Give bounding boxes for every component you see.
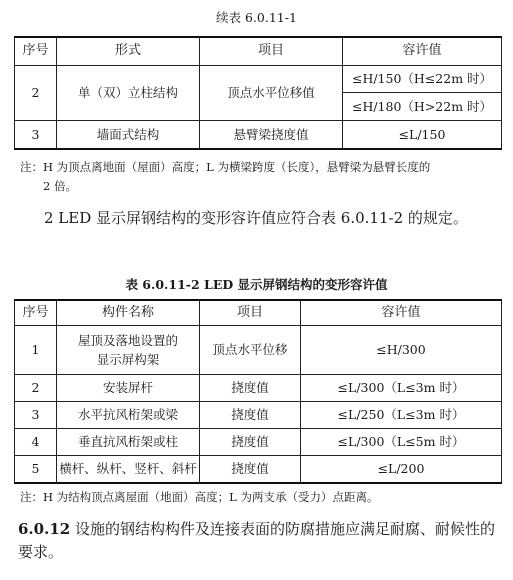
table2-row2-name: 安装屏杆 xyxy=(57,375,200,402)
table2-row3-item: 挠度值 xyxy=(200,402,301,429)
table1-row3-value: ≤L/150 xyxy=(343,121,502,150)
table2-row5-item: 挠度值 xyxy=(200,456,301,484)
table2-row1-name xyxy=(57,326,200,375)
table1-row3-form: 墙面式结构 xyxy=(57,121,200,150)
table2-row1-name-line2: 显示屏构架 xyxy=(96,352,160,367)
table1-note xyxy=(20,158,505,196)
table-row xyxy=(15,429,502,456)
table2-note: 注：H 为结构顶点离屋面（地面）高度；L 为两支承（受力）点距离。 xyxy=(20,490,379,504)
table2-row1-value: ≤H/300 xyxy=(301,326,502,375)
table2-row2-no: 2 xyxy=(15,375,57,402)
table1-row2-value-b: ≤H/180（H>22m 时） xyxy=(343,93,502,121)
table-row xyxy=(15,375,502,402)
table2-row3-no: 3 xyxy=(15,402,57,429)
table2-row4-item: 挠度值 xyxy=(200,429,301,456)
table2-row5-no: 5 xyxy=(15,456,57,484)
table2-row1-item: 顶点水平位移 xyxy=(200,326,301,375)
table2-row3-name: 水平抗风桁架或梁 xyxy=(57,402,200,429)
table2-header-name: 构件名称 xyxy=(57,300,200,326)
table2-row2-item: 挠度值 xyxy=(200,375,301,402)
table2-row1-no: 1 xyxy=(15,326,57,375)
table1-header-item: 项目 xyxy=(200,37,343,66)
table1-header-value: 容许值 xyxy=(343,37,502,66)
table1-row2-item: 顶点水平位移值 xyxy=(200,66,343,121)
table1-note-line2: 2 倍。 xyxy=(43,179,77,193)
table-row xyxy=(15,326,502,375)
table2-header-item: 项目 xyxy=(200,300,301,326)
table1-row3-no: 3 xyxy=(15,121,57,150)
table2-row4-name: 垂直抗风桁架或柱 xyxy=(57,429,200,456)
clause-text: 设施的钢结构构件及连接表面的防腐措施应满足耐腐、耐候性的要求。 xyxy=(18,520,495,561)
table-row xyxy=(15,402,502,429)
paragraph-1: 2 LED 显示屏钢结构的变形容许值应符合表 6.0.11-2 的规定。 xyxy=(44,209,468,227)
table1 xyxy=(14,36,502,150)
table2-header-value: 容许值 xyxy=(301,300,502,326)
table1-row2-form: 单（双）立柱结构 xyxy=(57,66,200,121)
paragraph-2 xyxy=(18,518,503,564)
table2-row3-value: ≤L/250（L≤3m 时） xyxy=(301,402,502,429)
table2-row2-value: ≤L/300（L≤3m 时） xyxy=(301,375,502,402)
table2-header-no: 序号 xyxy=(15,300,57,326)
table1-header-form: 形式 xyxy=(57,37,200,66)
table1-row2-value-a: ≤H/150（H≤22m 时） xyxy=(343,66,502,93)
table2-row5-value: ≤L/200 xyxy=(301,456,502,484)
table2-row4-no: 4 xyxy=(15,429,57,456)
table-row xyxy=(15,456,502,484)
table1-header-no: 序号 xyxy=(15,37,57,66)
clause-number: 6.0.12 xyxy=(18,520,71,538)
table2-caption: 表 6.0.11-2 LED 显示屏钢结构的变形容许值 xyxy=(125,277,388,292)
table1-caption: 续表 6.0.11-1 xyxy=(216,10,297,25)
table2-row1-name-line1: 屋顶及落地设置的 xyxy=(77,332,178,348)
table1-row2-no: 2 xyxy=(15,66,57,121)
table2-row4-value: ≤L/300（L≤5m 时） xyxy=(301,429,502,456)
table1-row3-item: 悬臂梁挠度值 xyxy=(200,121,343,150)
table1-note-line1: 注：H 为顶点离地面（屋面）高度；L 为横梁跨度（长度），悬臂梁为悬臂长度的 xyxy=(20,160,431,174)
table2-row5-name: 横杆、纵杆、竖杆、斜杆 xyxy=(57,456,200,484)
table2 xyxy=(14,299,502,484)
